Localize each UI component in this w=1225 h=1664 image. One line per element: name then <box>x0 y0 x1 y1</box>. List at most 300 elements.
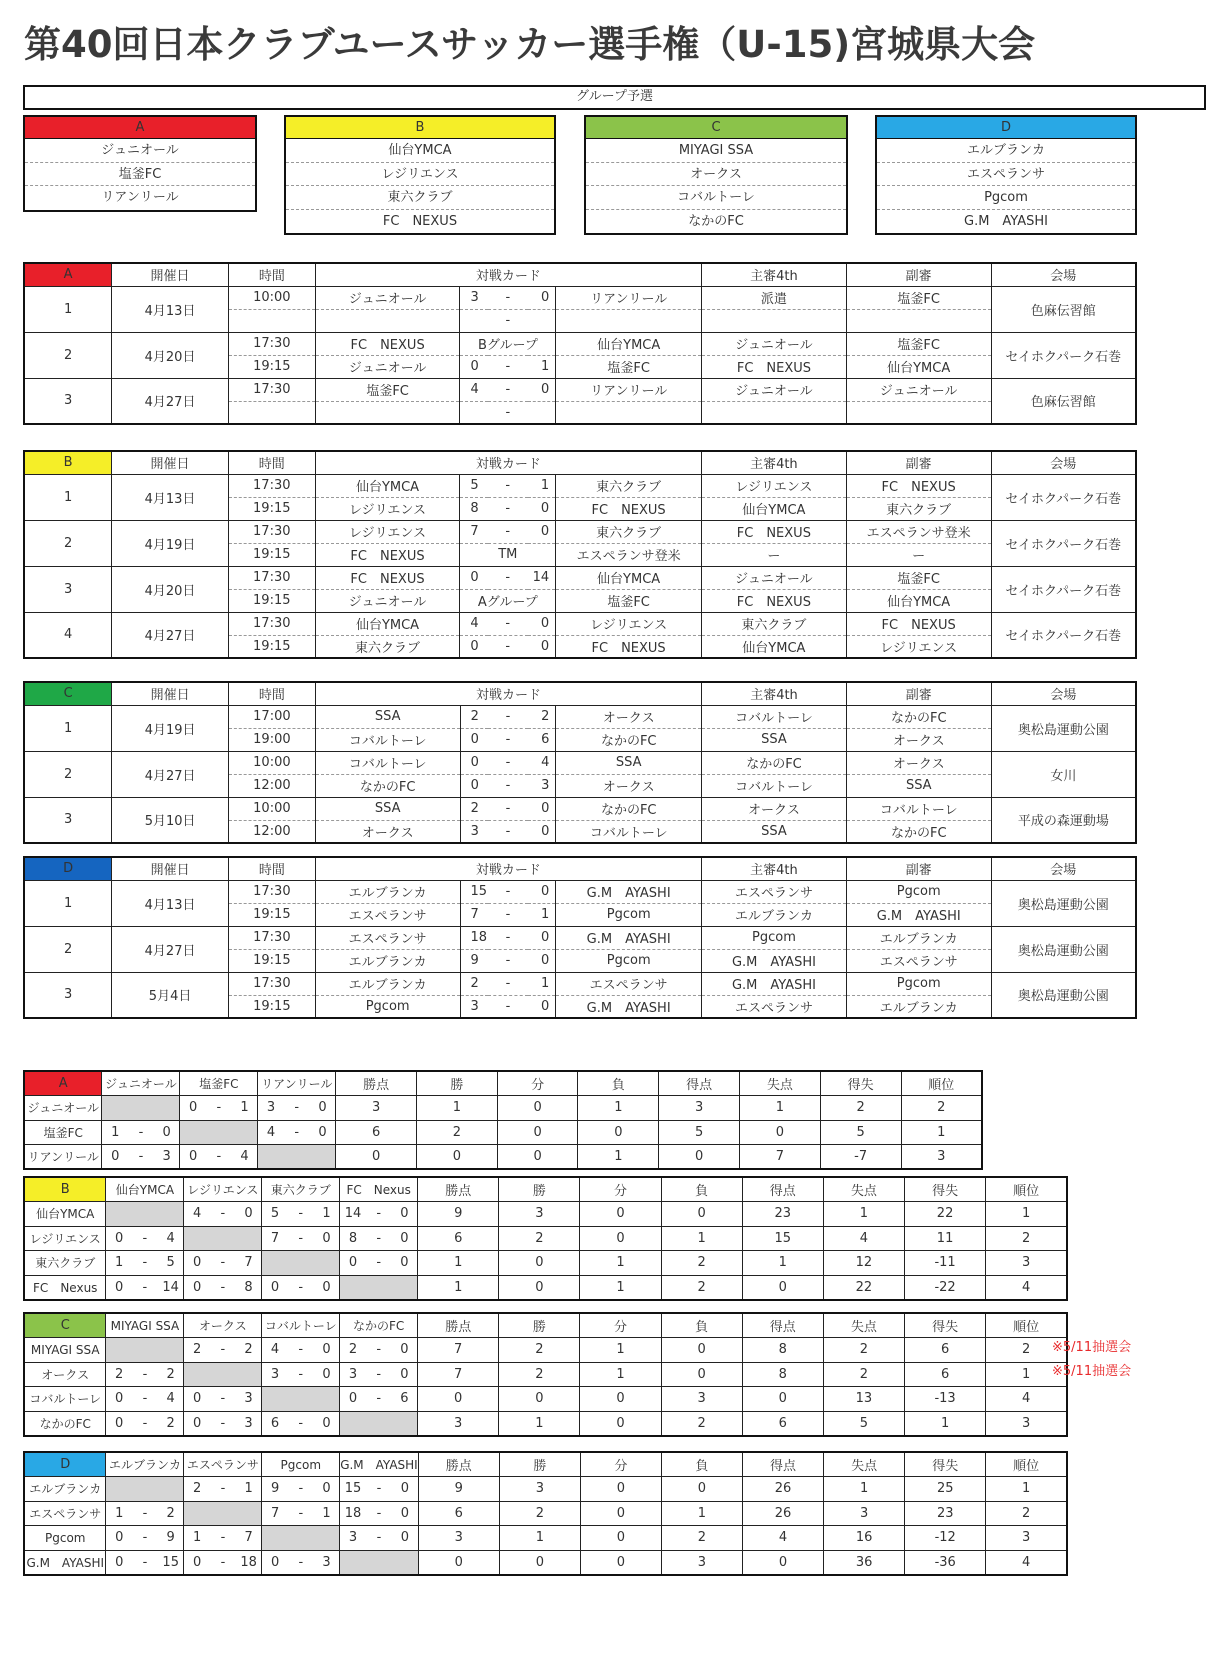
header-venue: 会場 <box>991 682 1136 705</box>
score-sep: - <box>284 1120 310 1145</box>
self-cell <box>262 1526 340 1551</box>
stat-value: 9 <box>418 1202 499 1227</box>
self-cell <box>184 1501 262 1526</box>
header-venue: 会場 <box>991 857 1136 880</box>
home-score: 5 <box>460 474 488 497</box>
self-cell <box>106 1477 184 1502</box>
away-team: SSA <box>556 751 702 774</box>
table-row <box>24 1338 1067 1363</box>
assistant: ジュニオール <box>846 378 991 401</box>
self-cell <box>106 1202 184 1227</box>
stat-header: 分 <box>580 1177 661 1202</box>
assistant: FC NEXUS <box>846 474 991 497</box>
score-sep: - <box>488 286 528 309</box>
header-venue: 会場 <box>991 263 1136 286</box>
table-row <box>24 1275 1067 1300</box>
away-team: エスペランサ登米 <box>556 543 702 566</box>
score-for: 1 <box>106 1501 132 1526</box>
score-sep: - <box>366 1477 392 1502</box>
match-number: 1 <box>24 286 112 332</box>
score-sep: - <box>132 1501 158 1526</box>
header-time: 時間 <box>228 857 315 880</box>
stat-value: 12 <box>823 1251 904 1276</box>
home-team: オークス <box>315 820 460 843</box>
stat-header: 得点 <box>742 1313 823 1338</box>
home-team: 塩釜FC <box>315 378 460 401</box>
stat-header: 勝 <box>417 1071 498 1096</box>
stat-value: 26 <box>742 1477 823 1502</box>
team-name: FC Nexus <box>24 1275 106 1300</box>
stat-value: 0 <box>417 1145 498 1170</box>
stat-value: 1 <box>578 1096 659 1121</box>
stat-value: 0 <box>661 1202 742 1227</box>
away-score: 6 <box>528 728 556 751</box>
home-score: 0 <box>460 566 488 589</box>
home-score: 4 <box>460 378 488 401</box>
self-cell <box>340 1550 419 1575</box>
score-sep: - <box>488 926 528 949</box>
referee: G.M AYASHI <box>702 972 847 995</box>
away-score: 0 <box>528 520 556 543</box>
opponent-header: ジュニオール <box>102 1071 180 1096</box>
match-time: 10:00 <box>228 751 315 774</box>
score-for: 0 <box>106 1411 132 1436</box>
away-score <box>528 309 556 332</box>
match-time: 17:30 <box>228 378 315 401</box>
score-sep: - <box>288 1362 314 1387</box>
team-name: ジュニオール <box>24 1096 102 1121</box>
stat-header: 得点 <box>659 1071 740 1096</box>
away-score: 2 <box>528 705 556 728</box>
team-name: G.M AYASHI <box>24 1550 106 1575</box>
away-score: 0 <box>528 995 556 1018</box>
table-row <box>24 1145 982 1170</box>
stat-value: 2 <box>986 1501 1067 1526</box>
score-for: 0 <box>184 1275 210 1300</box>
score-against: 2 <box>158 1501 184 1526</box>
home-score: 2 <box>460 797 488 820</box>
venue: 平成の森運動場 <box>991 797 1136 843</box>
team-name: エスペランサ <box>24 1501 106 1526</box>
table-row <box>24 1550 1067 1575</box>
away-score: 0 <box>528 880 556 903</box>
referee: オークス <box>702 797 847 820</box>
home-score <box>460 309 488 332</box>
header-date: 開催日 <box>112 682 229 705</box>
stat-value: 2 <box>499 1501 580 1526</box>
away-team: G.M AYASHI <box>556 926 702 949</box>
score-sep: - <box>210 1550 236 1575</box>
score-sep: - <box>488 309 528 332</box>
home-team: コバルトーレ <box>315 728 460 751</box>
stat-header: 勝点 <box>418 1177 499 1202</box>
table-row <box>24 1477 1067 1502</box>
score-for: 7 <box>262 1501 288 1526</box>
team-name: なかのFC <box>24 1411 106 1436</box>
match-time: 10:00 <box>228 797 315 820</box>
match-date: 5月4日 <box>112 972 229 1018</box>
group-label: D <box>24 1452 106 1477</box>
score-sep: - <box>284 1096 310 1121</box>
away-score: 1 <box>528 355 556 378</box>
score-for: 2 <box>106 1362 132 1387</box>
score-against: 0 <box>314 1275 340 1300</box>
opponent-header: エスペランサ <box>184 1452 262 1477</box>
away-team: 東六クラブ <box>556 474 702 497</box>
schedule-table-d <box>23 856 1137 1019</box>
stat-value: 4 <box>986 1550 1067 1575</box>
stat-value: 2 <box>661 1251 742 1276</box>
stat-value: -7 <box>820 1145 901 1170</box>
team-name: リアンリール <box>24 1145 102 1170</box>
opponent-header: MIYAGI SSA <box>106 1313 184 1338</box>
stat-value: 16 <box>824 1526 905 1551</box>
away-team: コバルトーレ <box>556 820 702 843</box>
stat-value: 0 <box>580 1226 661 1251</box>
stat-value: 1 <box>580 1251 661 1276</box>
stat-value: 1 <box>580 1338 661 1363</box>
stat-value: 1 <box>742 1251 823 1276</box>
stat-header: 得失 <box>905 1313 986 1338</box>
score-against: 0 <box>392 1362 418 1387</box>
venue: 女川 <box>991 751 1136 797</box>
match-time <box>228 309 315 332</box>
home-score: 9 <box>460 949 488 972</box>
group-header: D <box>877 117 1135 139</box>
score-sep: - <box>488 497 528 520</box>
stat-value: 3 <box>418 1411 499 1436</box>
score-sep: - <box>132 1251 158 1276</box>
referee: FC NEXUS <box>702 355 847 378</box>
match-time: 12:00 <box>228 774 315 797</box>
match-time: 17:30 <box>228 926 315 949</box>
header-assist: 副審 <box>846 263 991 286</box>
stat-header: 負 <box>661 1313 742 1338</box>
match-time: 17:30 <box>228 880 315 903</box>
stat-value: 7 <box>418 1362 499 1387</box>
opponent-header: エルブランカ <box>106 1452 184 1477</box>
stat-value: 8 <box>742 1338 823 1363</box>
away-team: なかのFC <box>556 797 702 820</box>
match-number: 3 <box>24 566 112 612</box>
score-against: 0 <box>392 1526 418 1551</box>
home-score: 3 <box>460 820 488 843</box>
stat-value: 6 <box>336 1120 417 1145</box>
stat-value: 6 <box>905 1338 986 1363</box>
match-time: 19:15 <box>228 543 315 566</box>
stat-value: 1 <box>499 1411 580 1436</box>
group-header: C <box>586 117 846 139</box>
table-row <box>24 1411 1067 1436</box>
score-sep: - <box>206 1096 232 1121</box>
home-score: 2 <box>460 972 488 995</box>
score-against: 7 <box>236 1251 262 1276</box>
stat-value: 15 <box>742 1226 823 1251</box>
score-against: 14 <box>158 1275 184 1300</box>
stat-value: 6 <box>418 1226 499 1251</box>
score-sep: - <box>488 880 528 903</box>
referee: Pgcom <box>702 926 847 949</box>
match-number: 3 <box>24 797 112 843</box>
table-row <box>24 1226 1067 1251</box>
assistant: オークス <box>846 751 991 774</box>
header-card: 対戦カード <box>315 263 701 286</box>
stat-value: 5 <box>823 1411 904 1436</box>
score-for: 0 <box>184 1550 210 1575</box>
stat-value: 1 <box>499 1526 580 1551</box>
away-team: レジリエンス <box>556 612 702 635</box>
header-card: 対戦カード <box>315 682 701 705</box>
stat-header: 勝点 <box>418 1313 499 1338</box>
away-team: Pgcom <box>556 903 702 926</box>
stat-value: 2 <box>661 1526 742 1551</box>
stat-value: 23 <box>905 1501 986 1526</box>
assistant: なかのFC <box>846 705 991 728</box>
stat-value: 3 <box>659 1096 740 1121</box>
score-sep: - <box>210 1202 236 1227</box>
score-against: 0 <box>314 1226 340 1251</box>
stat-value: 5 <box>659 1120 740 1145</box>
stat-value: 26 <box>742 1501 823 1526</box>
stat-value: 3 <box>499 1477 580 1502</box>
standings-table-d <box>23 1451 1068 1576</box>
stat-value: -11 <box>904 1251 985 1276</box>
away-score: 0 <box>528 926 556 949</box>
match-number: 1 <box>24 705 112 751</box>
home-team: FC NEXUS <box>315 543 460 566</box>
home-score: 0 <box>460 728 488 751</box>
score-sep: - <box>132 1362 158 1387</box>
stat-value: 5 <box>820 1120 901 1145</box>
score-sep: - <box>488 728 528 751</box>
score-sep: - <box>132 1226 158 1251</box>
score-sep: - <box>210 1275 236 1300</box>
opponent-header: 仙台YMCA <box>106 1177 184 1202</box>
self-cell <box>262 1251 340 1276</box>
table-row <box>24 1526 1067 1551</box>
stat-header: 失点 <box>823 1313 904 1338</box>
assistant: 塩釜FC <box>846 332 991 355</box>
score-sep: - <box>128 1120 154 1145</box>
group-label: B <box>24 1177 106 1202</box>
home-score: 7 <box>460 903 488 926</box>
assistant: Pgcom <box>846 972 991 995</box>
match-number: 1 <box>24 474 112 520</box>
score-sep: - <box>288 1411 314 1436</box>
score-against: 3 <box>236 1387 262 1412</box>
home-team: FC NEXUS <box>315 566 460 589</box>
venue: 色麻伝習館 <box>991 286 1136 332</box>
score-sep: - <box>488 774 528 797</box>
score-for: 3 <box>258 1096 284 1121</box>
assistant: エルブランカ <box>846 926 991 949</box>
stat-value: 25 <box>905 1477 986 1502</box>
assistant: エスペランサ登米 <box>846 520 991 543</box>
stat-value: 11 <box>904 1226 985 1251</box>
home-team: エスペランサ <box>315 903 460 926</box>
score-for: 8 <box>340 1226 366 1251</box>
stat-header: 失点 <box>823 1177 904 1202</box>
referee <box>702 401 847 424</box>
stat-value: 0 <box>499 1275 580 1300</box>
match-number: 2 <box>24 520 112 566</box>
match-time: 19:15 <box>228 995 315 1018</box>
stat-value: 0 <box>497 1096 578 1121</box>
group-label: D <box>24 857 112 880</box>
assistant: エルブランカ <box>846 995 991 1018</box>
match-time: 19:15 <box>228 949 315 972</box>
score-against: 3 <box>154 1145 180 1170</box>
away-team: リアンリール <box>556 286 702 309</box>
stat-header: 得点 <box>742 1452 823 1477</box>
home-team: ジュニオール <box>315 589 460 612</box>
home-score: 2 <box>460 705 488 728</box>
opponent-header: コバルトーレ <box>262 1313 340 1338</box>
stat-value: 0 <box>336 1145 417 1170</box>
score-sep: - <box>488 612 528 635</box>
score-for: 0 <box>184 1387 210 1412</box>
stat-header: 勝 <box>499 1313 580 1338</box>
home-score: 3 <box>460 286 488 309</box>
match-time <box>228 401 315 424</box>
match-note: Aグループ <box>460 589 556 612</box>
score-against: 8 <box>236 1275 262 1300</box>
away-team: オークス <box>556 774 702 797</box>
score-sep: - <box>488 972 528 995</box>
match-date: 4月19日 <box>112 705 229 751</box>
score-for: 0 <box>102 1145 128 1170</box>
score-against: 4 <box>158 1387 184 1412</box>
opponent-header: G.M AYASHI <box>340 1452 419 1477</box>
referee: SSA <box>702 728 847 751</box>
assistant: 東六クラブ <box>846 497 991 520</box>
match-date: 4月27日 <box>112 612 229 658</box>
score-sep: - <box>366 1226 392 1251</box>
home-score: 3 <box>460 995 488 1018</box>
match-time: 19:15 <box>228 589 315 612</box>
self-cell <box>262 1387 340 1412</box>
stat-value: 1 <box>578 1145 659 1170</box>
match-time: 12:00 <box>228 820 315 843</box>
stat-value: 1 <box>824 1477 905 1502</box>
score-sep: - <box>488 820 528 843</box>
opponent-header: レジリエンス <box>184 1177 262 1202</box>
score-for: 2 <box>184 1338 210 1363</box>
score-against: 1 <box>314 1202 340 1227</box>
stat-value: 1 <box>418 1251 499 1276</box>
away-score: 0 <box>528 378 556 401</box>
venue: セイホクパーク石巻 <box>991 474 1136 520</box>
stat-value: 0 <box>661 1477 742 1502</box>
score-sep: - <box>132 1526 158 1551</box>
away-score: 14 <box>528 566 556 589</box>
table-row <box>24 1387 1067 1412</box>
away-team <box>556 309 702 332</box>
venue: セイホクパーク石巻 <box>991 520 1136 566</box>
team-name: エルブランカ <box>24 1477 106 1502</box>
score-sep: - <box>488 705 528 728</box>
assistant: ー <box>846 543 991 566</box>
stat-value: 0 <box>418 1387 499 1412</box>
score-sep: - <box>206 1145 232 1170</box>
score-for: 0 <box>340 1251 366 1276</box>
away-team: リアンリール <box>556 378 702 401</box>
stat-value: 2 <box>901 1096 982 1121</box>
table-row <box>24 1120 982 1145</box>
match-time: 10:00 <box>228 286 315 309</box>
stat-header: 順位 <box>901 1071 982 1096</box>
score-sep: - <box>366 1387 392 1412</box>
stat-header: 負 <box>578 1071 659 1096</box>
score-against: 1 <box>236 1477 262 1502</box>
stat-value: 4 <box>986 1275 1067 1300</box>
away-team: 塩釜FC <box>556 355 702 378</box>
referee: なかのFC <box>702 751 847 774</box>
home-score: 7 <box>460 520 488 543</box>
table-row <box>24 1096 982 1121</box>
header-assist: 副審 <box>846 451 991 474</box>
match-time: 17:30 <box>228 474 315 497</box>
referee: 東六クラブ <box>702 612 847 635</box>
stat-header: 勝 <box>499 1452 580 1477</box>
referee: FC NEXUS <box>702 589 847 612</box>
score-sep: - <box>132 1550 158 1575</box>
score-for: 0 <box>106 1550 132 1575</box>
match-number: 4 <box>24 612 112 658</box>
group-team: 東六クラブ <box>286 186 554 210</box>
assistant <box>846 401 991 424</box>
group-stage-banner: グループ予選 <box>23 85 1206 110</box>
header-ref: 主審4th <box>702 857 847 880</box>
score-sep: - <box>210 1411 236 1436</box>
match-time: 19:00 <box>228 728 315 751</box>
home-team: ジュニオール <box>315 355 460 378</box>
stat-value: 0 <box>580 1411 661 1436</box>
opponent-header: 東六クラブ <box>262 1177 340 1202</box>
away-score: 4 <box>528 751 556 774</box>
stat-value: -12 <box>905 1526 986 1551</box>
team-name: 塩釜FC <box>24 1120 102 1145</box>
score-sep: - <box>288 1477 314 1502</box>
stat-value: 6 <box>418 1501 499 1526</box>
assistant: コバルトーレ <box>846 797 991 820</box>
stat-header: 失点 <box>824 1452 905 1477</box>
home-team: コバルトーレ <box>315 751 460 774</box>
assistant: 仙台YMCA <box>846 355 991 378</box>
table-row <box>24 1251 1067 1276</box>
stat-value: 0 <box>580 1387 661 1412</box>
stat-header: 失点 <box>739 1071 820 1096</box>
header-date: 開催日 <box>112 451 229 474</box>
stat-header: 勝点 <box>336 1071 417 1096</box>
score-sep: - <box>488 949 528 972</box>
assistant: オークス <box>846 728 991 751</box>
home-team: レジリエンス <box>315 497 460 520</box>
referee: エルブランカ <box>702 903 847 926</box>
score-against: 1 <box>314 1501 340 1526</box>
home-team: ジュニオール <box>315 286 460 309</box>
score-sep: - <box>132 1387 158 1412</box>
score-for: 0 <box>340 1387 366 1412</box>
score-for: 4 <box>262 1338 288 1363</box>
match-date: 4月19日 <box>112 520 229 566</box>
score-for: 0 <box>262 1550 288 1575</box>
team-name: 仙台YMCA <box>24 1202 106 1227</box>
score-for: 3 <box>340 1362 366 1387</box>
match-time: 17:30 <box>228 520 315 543</box>
match-number: 2 <box>24 751 112 797</box>
away-score: 0 <box>528 286 556 309</box>
